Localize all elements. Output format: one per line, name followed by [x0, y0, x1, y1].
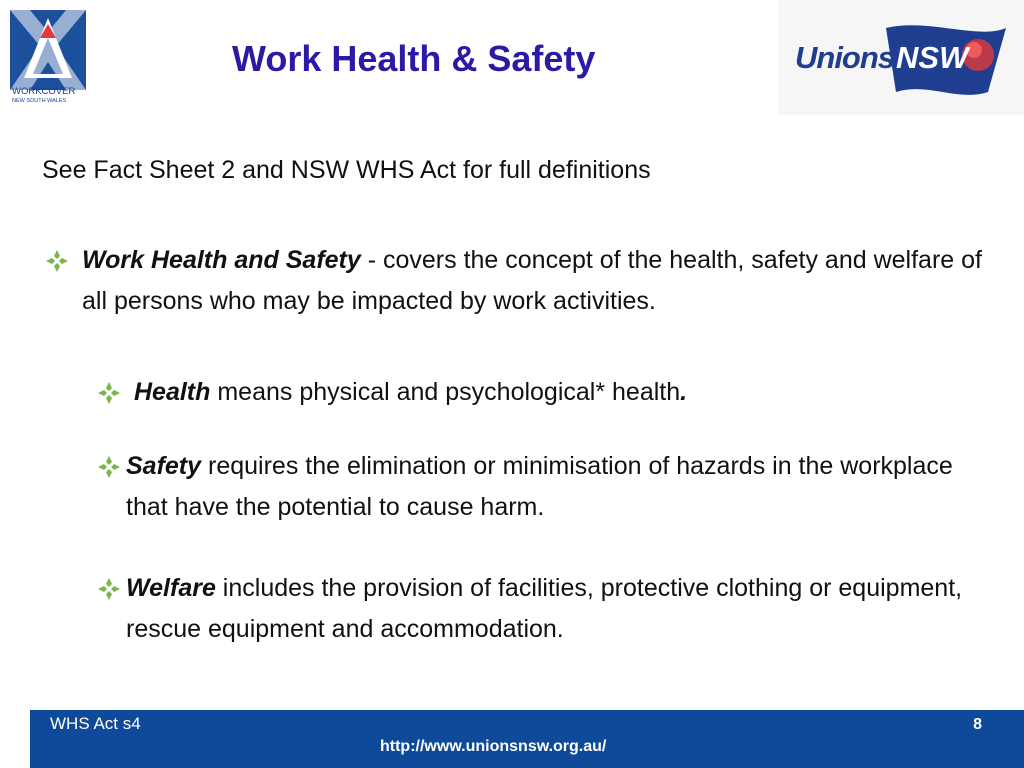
unions-logo-text: Unions — [795, 40, 895, 75]
bullet-body — [96, 446, 996, 528]
bullet-text: - covers the concept of the health, safety and welfare of all persons who may be impacted by work activities. — [82, 246, 982, 315]
footer-reference: WHS Act s4 — [50, 714, 141, 733]
footer-bar — [30, 710, 1024, 768]
subtitle: See Fact Sheet 2 and NSW WHS Act for full definitions — [42, 156, 651, 184]
diamond-bullet-icon — [44, 248, 70, 274]
bullet-welfare — [96, 568, 1006, 650]
bullet-term: Safety — [126, 452, 202, 480]
bullet-term: Work Health and Safety — [82, 246, 361, 274]
bullet-term: Welfare — [126, 574, 216, 602]
bullet-text: means physical and psychological* health — [210, 378, 681, 406]
bullet-text: includes the provision of facilities, protective clothing or equipment, rescue equipment and accommodation. — [126, 574, 963, 643]
workcover-logo-line2: NEW SOUTH WALES — [12, 98, 67, 104]
workcover-logo-line1: WORKCOVER — [12, 86, 76, 97]
bullet-text: requires the elimination or minimisation of hazards in the workplace that have the potential to cause harm. — [126, 452, 953, 521]
bullet-health — [96, 372, 996, 413]
diamond-bullet-icon — [96, 454, 122, 480]
diamond-bullet-icon — [96, 576, 122, 602]
page-number: 8 — [973, 716, 982, 733]
bullet-suffix: . — [680, 378, 688, 406]
bullet-work-health-safety — [44, 240, 984, 322]
footer-url-link[interactable]: http://www.unionsnsw.org.au/ — [380, 738, 607, 755]
bullet-body — [96, 568, 1006, 650]
bullet-body — [96, 372, 996, 413]
nsw-logo-text: NSW — [896, 40, 969, 75]
page-title: Work Health & Safety — [232, 38, 596, 79]
bullet-body — [44, 240, 984, 322]
bullet-safety — [96, 446, 996, 528]
diamond-bullet-icon — [96, 380, 122, 406]
bullet-term: Health — [134, 378, 211, 406]
